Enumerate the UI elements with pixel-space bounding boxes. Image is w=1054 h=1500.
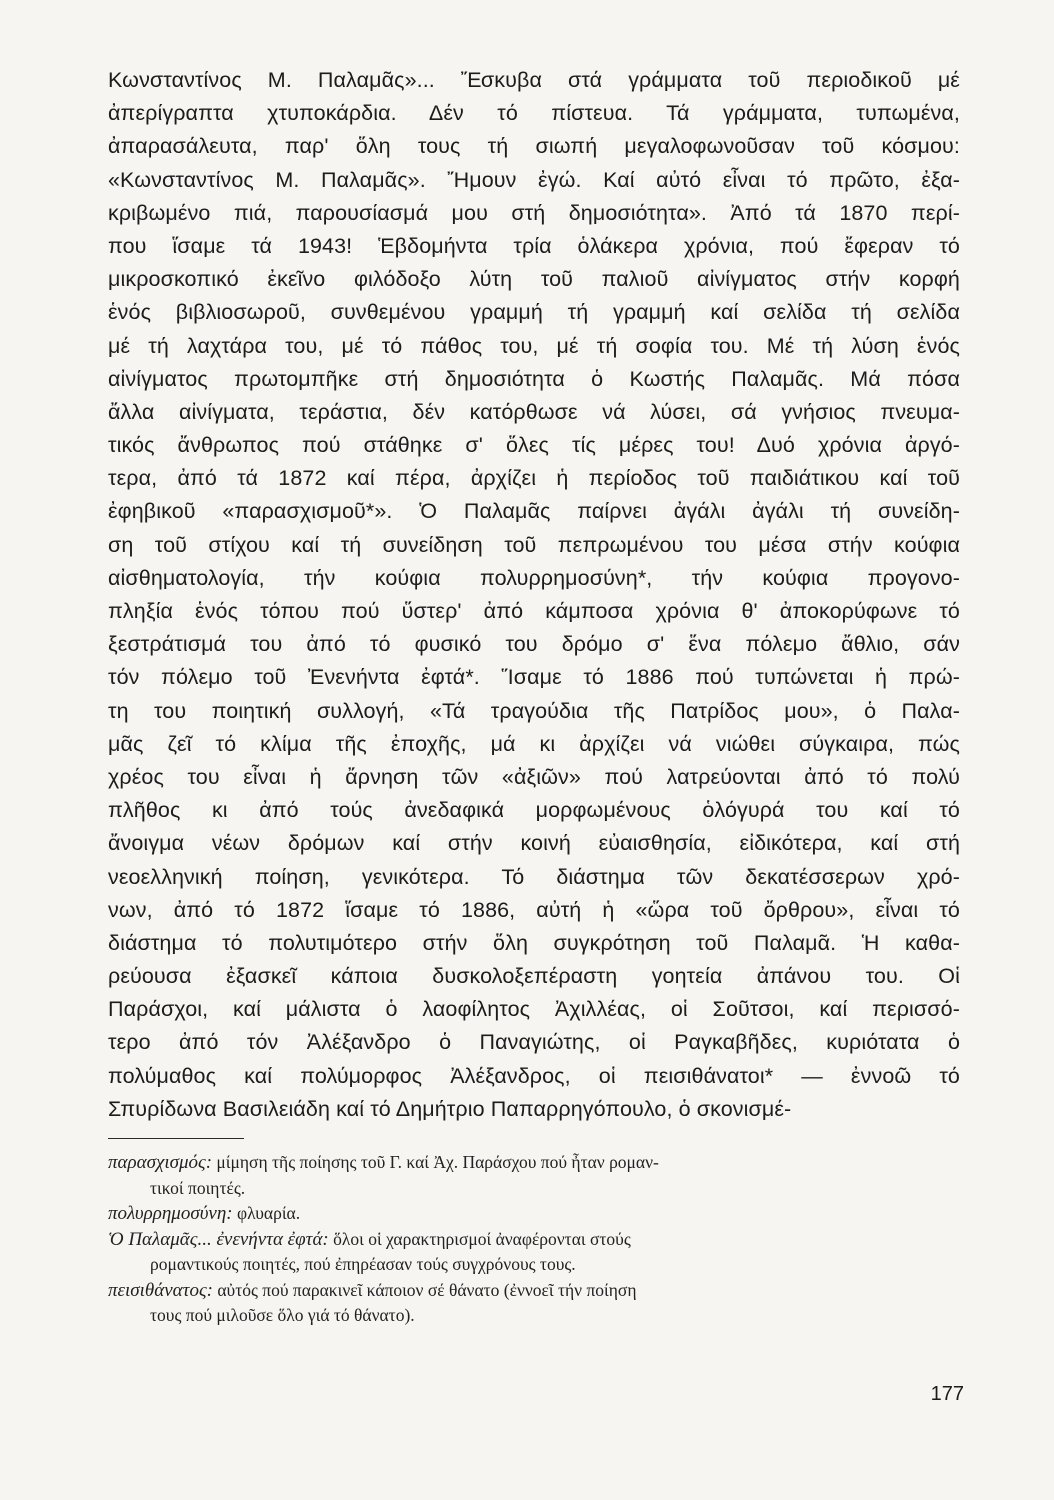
footnote-text: μίμηση τῆς ποίησης τοῦ Γ. καί Ἀχ. Παράσχου πού ἦταν ρομαν- — [212, 1152, 659, 1172]
text-line: αἰνίγματος πρωτομπῆκε στή δημοσιότητα ὁ Κωστής Παλαμᾶς. Μά πόσα — [108, 366, 960, 391]
text-line: Παράσχοι, καί μάλιστα ὁ λαοφίλητος Ἀχιλλέας, οἱ Σοῦτσοι, καί περισσό- — [108, 997, 960, 1022]
text-line: πληξία ἑνός τόπου πού ὕστερ' ἀπό κάμποσα χρόνια θ' ἀποκορύφωνε τό — [108, 599, 960, 623]
text-line: που ἵσαμε τά 1943! Ἑβδομήντα τρία ὁλάκερα χρόνια, πού ἔφεραν τό — [108, 233, 960, 258]
footnote-term: πολυρρημοσύνη: — [108, 1203, 233, 1224]
footnote — [108, 1227, 968, 1253]
text-line: ἀπερίγραπτα χτυποκάρδια. Δέν τό πίστευα. Τά γράμματα, τυπωμένα, — [108, 101, 960, 126]
text-line: τόν πόλεμο τοῦ Ἐνενήντα ἐφτά*. Ἵσαμε τό 1886 πού τυπώνεται ἡ πρώ- — [108, 665, 960, 690]
text-line: Σπυρίδωνα Βασιλειάδη καί τό Δημήτριο Παπαρρηγόπουλο, ὁ σκονισμέ- — [108, 1096, 792, 1121]
footnote-text: φλυαρία. — [232, 1203, 301, 1223]
footnote — [108, 1278, 968, 1304]
text-line: ἀπαρασάλευτα, παρ' ὅλη τους τή σιωπή μεγαλοφωνοῦσαν τοῦ κόσμου: — [108, 134, 960, 159]
page-number: 177 — [930, 1383, 964, 1405]
text-line: πλῆθος κι ἀπό τούς ἀνεδαφικά μορφωμένους ὁλόγυρά του καί τό — [108, 798, 960, 823]
text-line: μᾶς ζεῖ τό κλίμα τῆς ἐποχῆς, μά κι ἀρχίζει νά νιώθει σύγκαιρα, πώς — [108, 731, 960, 756]
text-line: ἑνός βιβλιοσωροῦ, συνθεμένου γραμμή τή γραμμή καί σελίδα τή σελίδα — [108, 300, 960, 325]
text-line: ση τοῦ στίχου καί τή συνείδηση τοῦ πεπρωμένου του μέσα στήν κούφια — [108, 532, 960, 557]
text-line: ρεύουσα ἐξασκεῖ κάποια δυσκολοξεπέραστη γοητεία ἀπάνου του. Οἱ — [108, 964, 960, 989]
text-line: νεοελληνική ποίηση, γενικότερα. Τό διάστημα τῶν δεκατέσσερων χρό- — [108, 864, 960, 889]
text-line: «Κωνσταντίνος Μ. Παλαμᾶς». Ἤμουν ἐγώ. Καί αὐτό εἶναι τό πρῶτο, ἐξα- — [108, 167, 960, 192]
footnote-term: παρασχισμός: — [108, 1152, 213, 1173]
text-line: Κωνσταντίνος Μ. Παλαμᾶς»... Ἔσκυβα στά γράμματα τοῦ περιοδικοῦ μέ — [108, 68, 960, 92]
text-line: διάστημα τό πολυτιμότερο στήν ὅλη συγκρότηση τοῦ Παλαμᾶ. Ἡ καθα- — [108, 930, 960, 955]
footnote-continuation: ρομαντικούς ποιητές, πού ἐπηρέασαν τούς συγχρόνους τους. — [150, 1254, 576, 1274]
text-line: μέ τή λαχτάρα του, μέ τό πάθος του, μέ τή σοφία του. Μέ τή λύση ἑνός — [108, 333, 960, 358]
footnote-continuation: τους πού μιλοῦσε ὅλο γιά τό θάνατο). — [150, 1305, 415, 1325]
footnotes — [108, 1150, 968, 1329]
text-line: κριβωμένο πιά, παρουσίασμά μου στή δημοσιότητα». Ἀπό τά 1870 περί- — [108, 200, 960, 225]
text-line: πολύμαθος καί πολύμορφος Ἀλέξανδρος, οἱ πεισιθάνατοι* — ἐννοῶ τό — [108, 1063, 960, 1088]
text-line: χρέος του εἶναι ἡ ἄρνηση τῶν «ἀξιῶν» πού λατρεύονται ἀπό τό πολύ — [108, 764, 960, 789]
footnote-term: πεισιθάνατος: — [108, 1279, 213, 1301]
text-line: ξεστράτισμά του ἀπό τό φυσικό του δρόμο σ' ἕνα πόλεμο ἄθλιο, σάν — [108, 632, 960, 657]
main-text — [108, 64, 960, 1126]
footnote-text: ὅλοι οἱ χαρακτηρισμοί ἀναφέρονται στούς — [328, 1228, 631, 1249]
text-line: μικροσκοπικό ἐκεῖνο φιλόδοξο λύτη τοῦ παλιοῦ αἰνίγματος στήν κορφή — [108, 267, 960, 292]
text-line: ἄλλα αἰνίγματα, τεράστια, δέν κατόρθωσε νά λύσει, σά γνήσιος πνευμα- — [108, 399, 960, 424]
footnote-term: Ὁ Παλαμᾶς... ἐνενήντα ἐφτά: — [108, 1228, 329, 1250]
text-line: τη του ποιητική συλλογή, «Τά τραγούδια τῆς Πατρίδος μου», ὁ Παλα- — [108, 698, 960, 723]
footnote-text: αὐτός πού παρακινεῖ κάποιον σέ θάνατο (ἐννοεῖ τήν ποίηση — [212, 1279, 637, 1300]
footnote-continuation: τικοί ποιητές. — [150, 1177, 246, 1198]
text-line: τικός ἄνθρωπος πού στάθηκε σ' ὅλες τίς μέρες του! Δυό χρόνια ἀργό- — [108, 433, 960, 458]
text-line: ἄνοιγμα νέων δρόμων καί στήν κοινή εὐαισθησία, εἰδικότερα, καί στή — [108, 831, 960, 856]
text-line: νων, ἀπό τό 1872 ἵσαμε τό 1886, αὐτή ἡ «ὥρα τοῦ ὄρθρου», εἶναι τό — [108, 897, 960, 922]
text-line: αἰσθηματολογία, τήν κούφια πολυρρημοσύνη*, τήν κούφια προγονο- — [108, 565, 960, 590]
footnote — [108, 1201, 968, 1227]
text-line: τερα, ἀπό τά 1872 καί πέρα, ἀρχίζει ἡ περίοδος τοῦ παιδιάτικου καί τοῦ — [108, 466, 960, 491]
footnote — [108, 1150, 968, 1176]
footnote-divider — [108, 1138, 244, 1139]
text-line: ἐφηβικοῦ «παρασχισμοῦ*». Ὁ Παλαμᾶς παίρνει ἀγάλι ἀγάλι τή συνείδη- — [108, 499, 960, 524]
text-line: τερο ἀπό τόν Ἀλέξανδρο ὁ Παναγιώτης, οἱ Ραγκαβῆδες, κυριότατα ὁ — [108, 1030, 960, 1055]
